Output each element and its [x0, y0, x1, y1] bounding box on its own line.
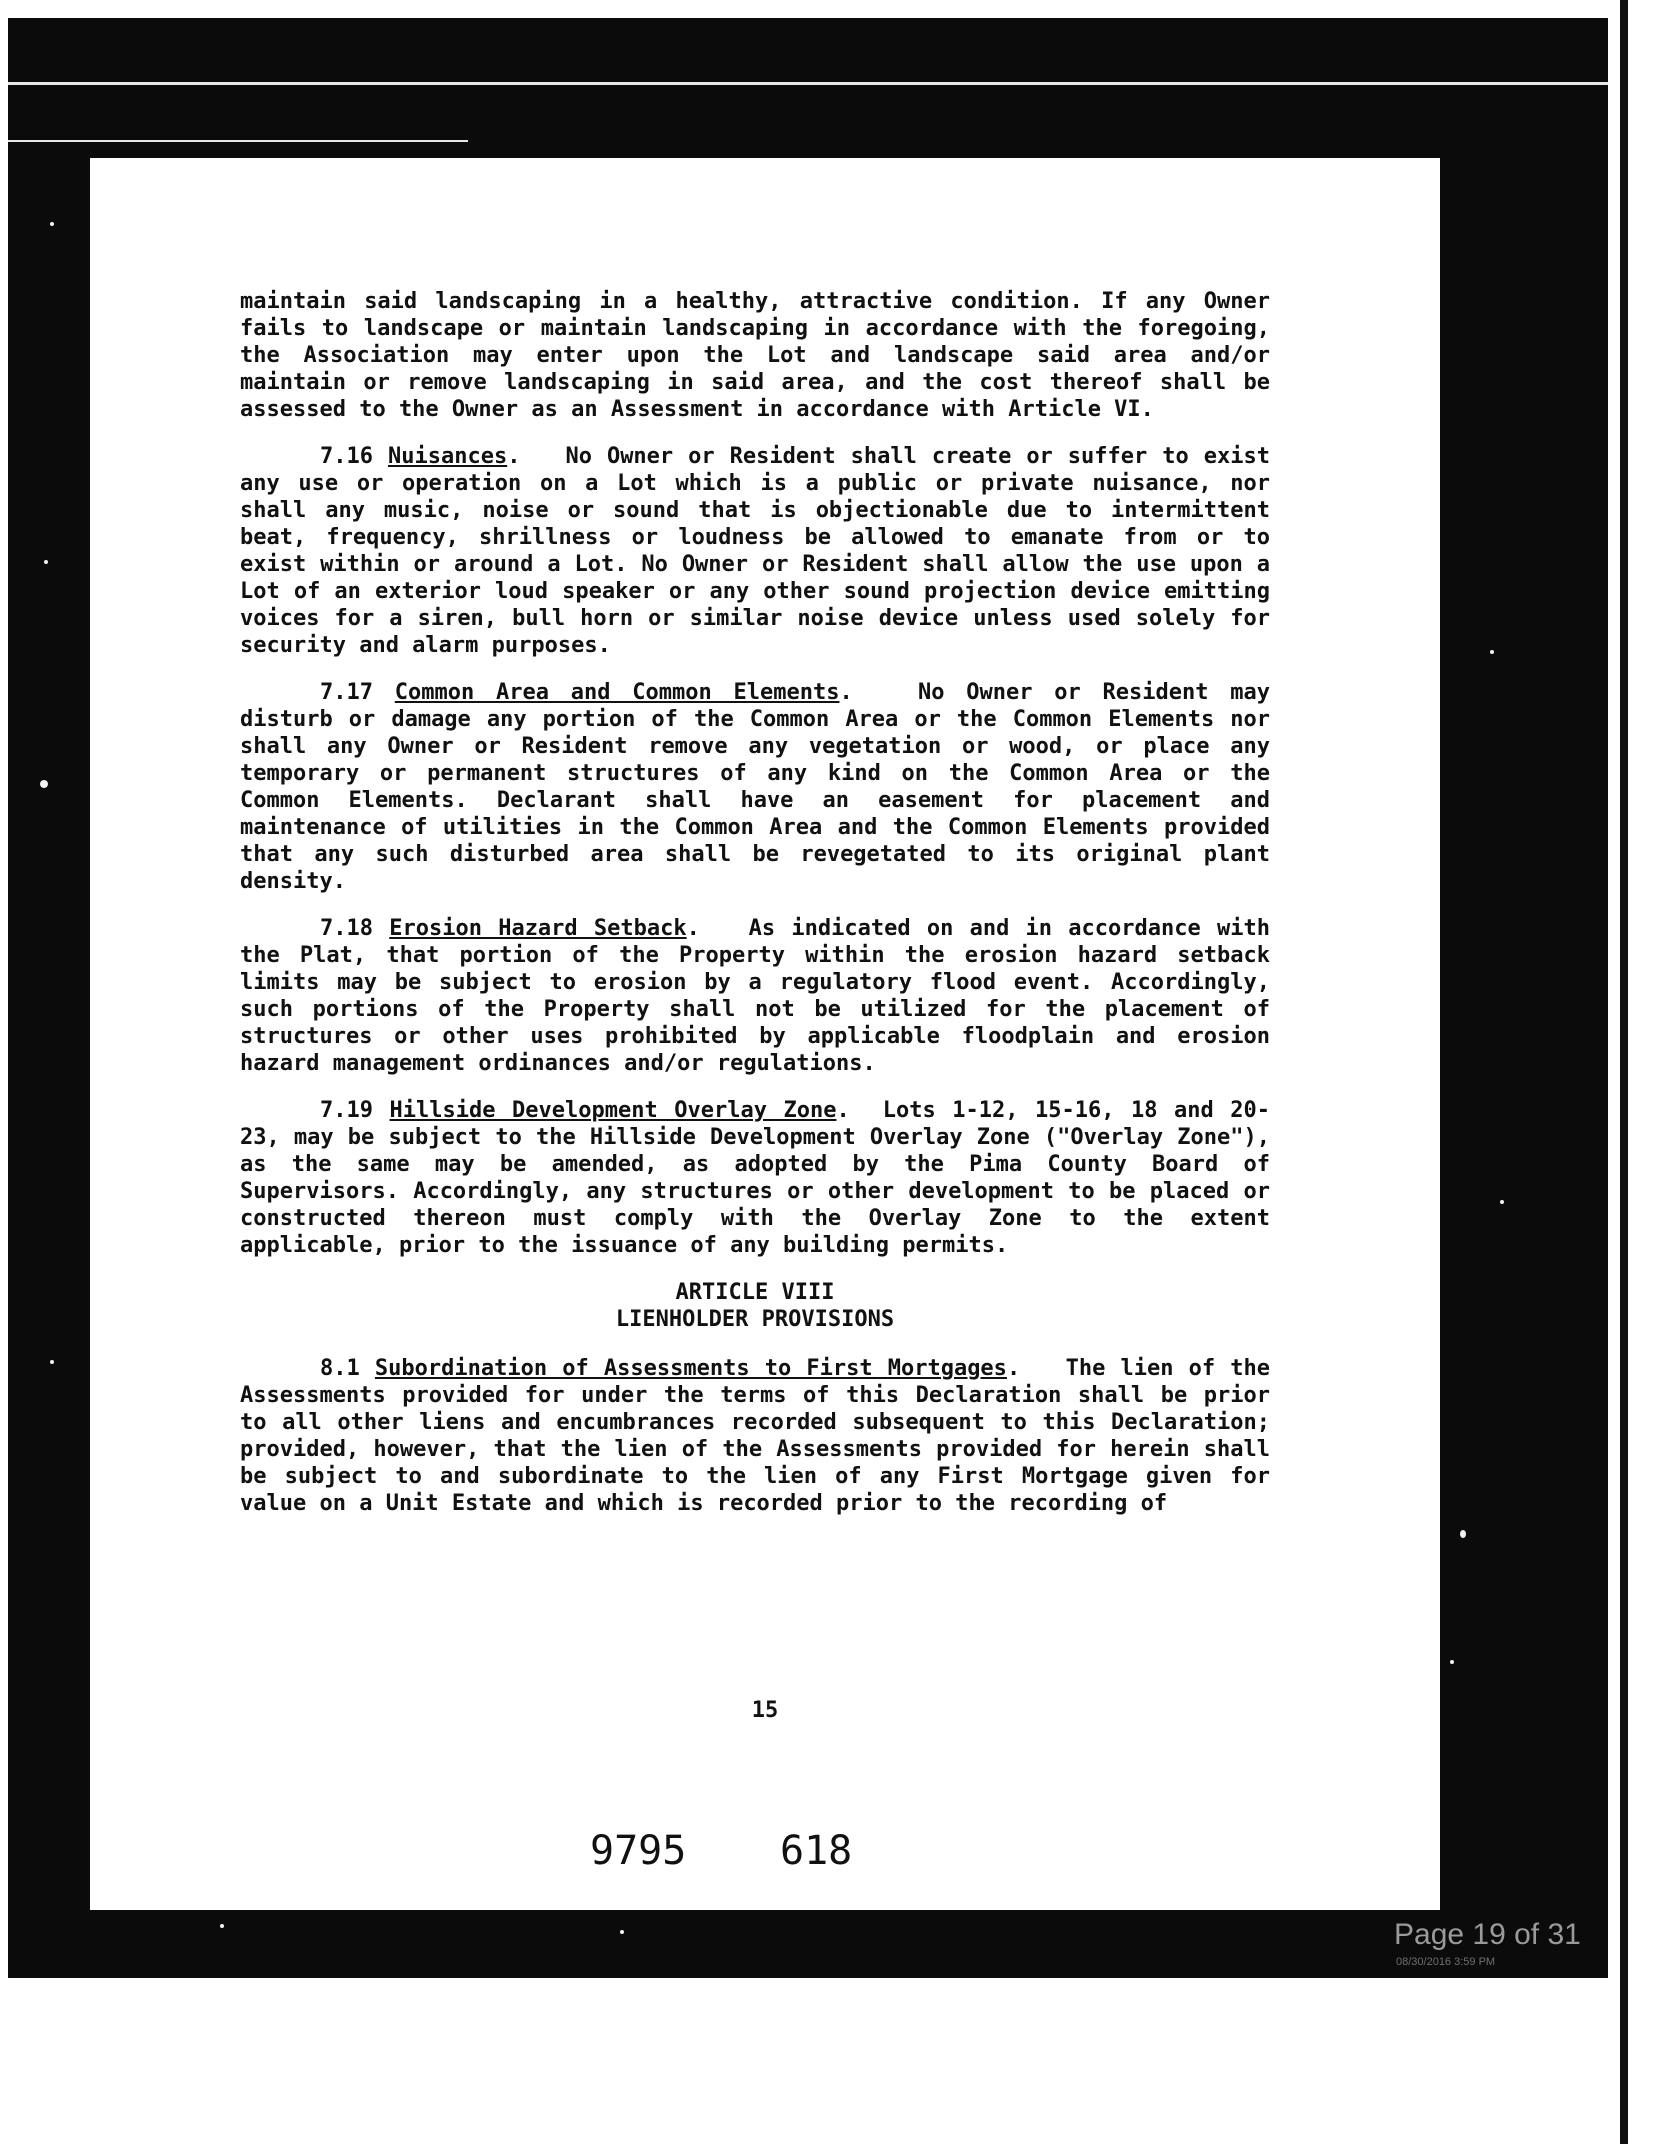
section-7-16: 7.16 Nuisances. No Owner or Resident shall create or suffer to exist any use or operation on a Lot which is a public or private nuisance, nor shall any music, noise or sound that is objectionable due to intermittent beat, frequency, shrillness or loudness be allowed to emanate from or to exist within or around a Lot. No Owner or Resident shall allow the use upon a Lot of an exterior loud speaker or any other sound projection device emitting voices for a siren, bull horn or similar noise device unless used solely for security and alarm purposes.	[240, 444, 1270, 658]
viewer-page-counter: Page 19 of 31	[1394, 1918, 1581, 1951]
scan-speck	[50, 222, 54, 226]
scan-speck	[50, 1360, 54, 1364]
article-title: LIENHOLDER PROVISIONS	[615, 1307, 895, 1332]
section-number: 7.19	[320, 1098, 373, 1123]
section-body: As indicated on and in accordance with the Plat, that portion of the Property within the erosion hazard setback limits may be subject to erosion by a regulatory flood event. Accordingly, such portions of the Property shall not be utilized for the placement of structures or other uses prohibited by applicable floodplain and erosion hazard management ordinances and/or regulations.	[240, 916, 1270, 1076]
section-7-19: 7.19 Hillside Development Overlay Zone. Lots 1-12, 15-16, 18 and 20-23, may be subject to the Hillside Development Overlay Zone ("Overlay Zone"), as the same may be amended, as adopted by the Pima County Board of Supervisors. Accordingly, any structures or other development to be placed or constructed thereon must comply with the Overlay Zone to the extent applicable, prior to the issuance of any building permits.	[240, 1098, 1270, 1258]
section-8-1: 8.1 Subordination of Assessments to First Mortgages. The lien of the Assessments provided for under the terms of this Declaration shall be prior to all other liens and encumbrances recorded subsequent to this Declaration; provided, however, that the lien of the Assessments provided for herein shall be subject to and subordinate to the lien of any First Mortgage given for value on a Unit Estate and which is recorded prior to the recording of	[240, 1356, 1271, 1516]
scan-speck	[1460, 1530, 1466, 1538]
recording-book-number: 9795	[590, 1828, 687, 1874]
section-body: No Owner or Resident shall create or suffer to exist any use or operation on a Lot which is a public or private nuisance, nor shall any music, noise or sound that is objectionable due to intermittent beat, frequency, shrillness or loudness be allowed to emanate from or to exist within or around a Lot. No Owner or Resident shall allow the use upon a Lot of an exterior loud speaker or any other sound projection device emitting voices for a siren, bull horn or similar noise device unless used solely for security and alarm purposes.	[240, 444, 1270, 658]
section-7-18: 7.18 Erosion Hazard Setback. As indicated on and in accordance with the Plat, that portion of the Property within the erosion hazard setback limits may be subject to erosion by a regulatory flood event. Accordingly, such portions of the Property shall not be utilized for the placement of structures or other uses prohibited by applicable floodplain and erosion hazard management ordinances and/or regulations.	[240, 916, 1270, 1076]
section-body: Lots 1-12, 15-16, 18 and 20-23, may be subject to the Hillside Development Overlay Zone ("Overlay Zone"), as the same may be amended, as adopted by the Pima County Board of Supervisors. Accordingly, any structures or other development to be placed or constructed thereon must comply with the Overlay Zone to the extent applicable, prior to the issuance of any building permits.	[240, 1098, 1270, 1258]
article-heading	[240, 1279, 1270, 1333]
page-number: 15	[751, 1698, 779, 1723]
viewer-timestamp: 08/30/2016 3:59 PM	[1396, 1956, 1496, 1968]
section-heading-subordination: Subordination of Assessments to First Mortgages	[374, 1356, 1007, 1381]
scan-speck	[1500, 1200, 1504, 1204]
section-heading-erosion: Erosion Hazard Setback	[389, 916, 687, 941]
section-body: No Owner or Resident may disturb or damage any portion of the Common Area or the Common Elements nor shall any Owner or Resident remove any vegetation or wood, or place any temporary or permanent structures of any kind on the Common Area or the Common Elements. Declarant shall have an easement for placement and maintenance of utilities in the Common Area and the Common Elements provided that any such disturbed area shall be revegetated to its original plant density.	[240, 680, 1271, 894]
scan-artifact-line	[8, 82, 1608, 85]
paragraph-landscaping: maintain said landscaping in a healthy, attractive condition. If any Owner fails to landscape or maintain landscaping in accordance with the foregoing, the Association may enter upon the Lot and landscape said area and/or maintain or remove landscaping in said area, and the cost thereof shall be assessed to the Owner as an Assessment in accordance with Article VI.	[240, 289, 1270, 422]
document-page	[90, 158, 1440, 1910]
section-number: 7.16	[320, 444, 373, 469]
scan-speck	[1450, 1660, 1454, 1664]
section-number: 8.1	[320, 1356, 360, 1381]
section-7-17: 7.17 Common Area and Common Elements. No Owner or Resident may disturb or damage any portion of the Common Area or the Common Elements nor shall any Owner or Resident remove any vegetation or wood, or place any temporary or permanent structures of any kind on the Common Area or the Common Elements. Declarant shall have an easement for placement and maintenance of utilities in the Common Area and the Common Elements provided that any such disturbed area shall be revegetated to its original plant density.	[240, 680, 1271, 894]
page-body	[240, 288, 1270, 1537]
scan-speck	[44, 560, 48, 564]
scan-speck	[620, 1930, 624, 1934]
section-heading-hillside: Hillside Development Overlay Zone	[389, 1098, 837, 1123]
section-number: 7.18	[320, 916, 373, 941]
scan-artifact-line	[8, 140, 468, 142]
article-number: ARTICLE VIII	[675, 1280, 835, 1305]
scan-speck	[40, 780, 48, 788]
scan-speck	[1490, 650, 1494, 654]
section-number: 7.17	[320, 680, 373, 705]
section-heading-nuisances: Nuisances	[387, 444, 508, 469]
section-body: The lien of the Assessments provided for under the terms of this Declaration shall be prior to all other liens and encumbrances recorded subsequent to this Declaration; provided, however, that the lien of the Assessments provided for herein shall be subject to and subordinate to the lien of any First Mortgage given for value on a Unit Estate and which is recorded prior to the recording of	[240, 1356, 1271, 1516]
scan-speck	[220, 1924, 224, 1928]
scan-edge	[1620, 0, 1628, 2144]
recording-page-number: 618	[780, 1828, 853, 1874]
section-heading-common-area: Common Area and Common Elements	[394, 680, 840, 705]
